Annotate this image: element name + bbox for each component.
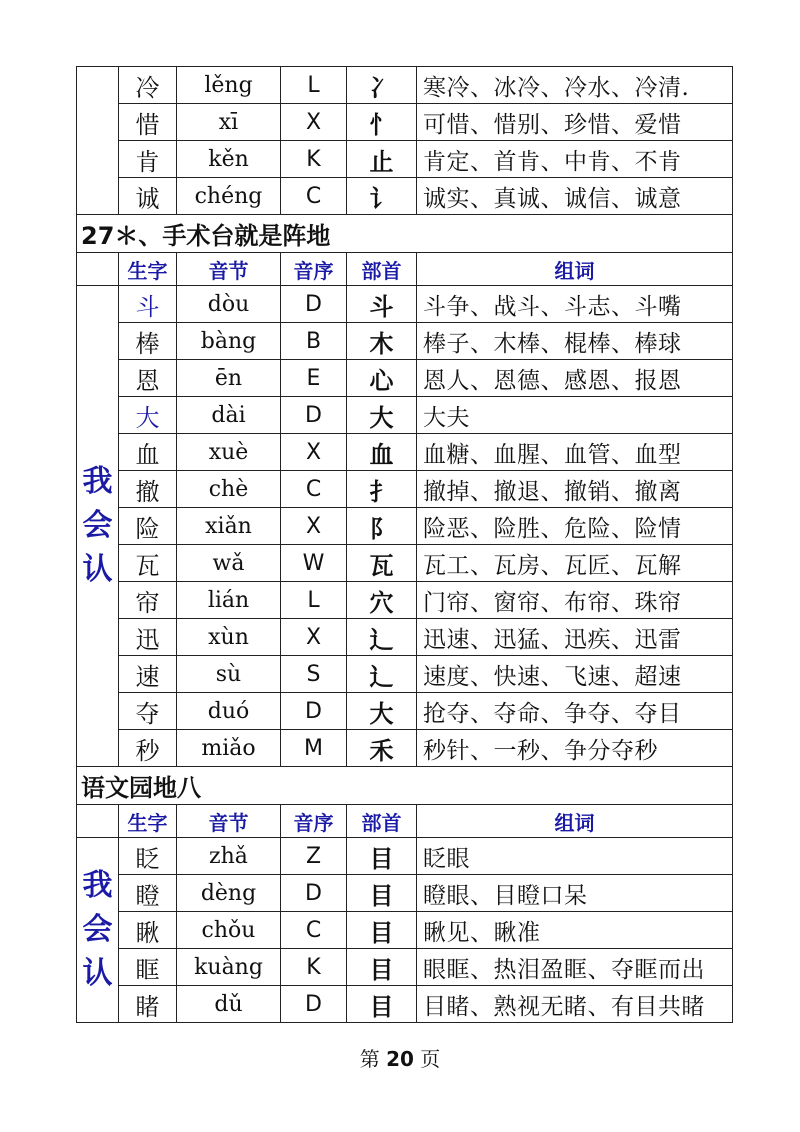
section-title: 语文园地八 <box>77 767 733 805</box>
radical-cell: 讠 <box>347 178 417 215</box>
vocabulary-table-body <box>77 67 733 1023</box>
radical-cell: 止 <box>347 141 417 178</box>
char-cell: 瞅 <box>119 912 177 949</box>
section-title-row <box>77 215 733 253</box>
radical-cell: 心 <box>347 360 417 397</box>
table-row <box>77 323 733 360</box>
header-words: 组词 <box>417 253 733 286</box>
pinyin-cell: xuè <box>177 434 281 471</box>
table-row <box>77 582 733 619</box>
table-row <box>77 949 733 986</box>
table-row <box>77 912 733 949</box>
table-row <box>77 471 733 508</box>
header-char: 生字 <box>119 253 177 286</box>
order-cell: X <box>281 619 347 656</box>
side-label-char: 会 <box>82 508 113 543</box>
table-row <box>77 656 733 693</box>
order-cell: D <box>281 286 347 323</box>
pinyin-cell: xiǎn <box>177 508 281 545</box>
words-cell: 大夫 <box>417 397 733 434</box>
page-suffix: 页 <box>420 1047 441 1071</box>
order-cell: S <box>281 656 347 693</box>
pinyin-cell: sù <box>177 656 281 693</box>
radical-cell: 血 <box>347 434 417 471</box>
vocabulary-table <box>76 66 733 1023</box>
char-cell: 血 <box>119 434 177 471</box>
words-cell: 门帘、窗帘、布帘、珠帘 <box>417 582 733 619</box>
order-cell: Z <box>281 838 347 875</box>
radical-cell: 目 <box>347 986 417 1023</box>
char-cell: 大 <box>119 397 177 434</box>
pinyin-cell: xī <box>177 104 281 141</box>
page-prefix: 第 <box>359 1047 380 1071</box>
order-cell: X <box>281 434 347 471</box>
header-order: 音序 <box>281 253 347 286</box>
pinyin-cell: dǔ <box>177 986 281 1023</box>
header-char: 生字 <box>119 805 177 838</box>
page-footer <box>0 1043 800 1072</box>
radical-cell: 目 <box>347 875 417 912</box>
pinyin-cell: dòu <box>177 286 281 323</box>
pinyin-cell: wǎ <box>177 545 281 582</box>
order-cell: C <box>281 471 347 508</box>
side-label-char: 会 <box>82 912 113 947</box>
side-label <box>77 286 119 767</box>
words-cell: 寒冷、冰冷、冷水、冷清. <box>417 67 733 104</box>
radical-cell: 瓦 <box>347 545 417 582</box>
header-order: 音序 <box>281 805 347 838</box>
pinyin-cell: lěng <box>177 67 281 104</box>
char-cell: 瞪 <box>119 875 177 912</box>
table-row <box>77 178 733 215</box>
side-label-char: 我 <box>82 868 113 903</box>
table-row <box>77 986 733 1023</box>
char-cell: 斗 <box>119 286 177 323</box>
table-row <box>77 730 733 767</box>
words-cell: 抢夺、夺命、争夺、夺目 <box>417 693 733 730</box>
table-row <box>77 619 733 656</box>
header-radical: 部首 <box>347 805 417 838</box>
words-cell: 可惜、惜别、珍惜、爱惜 <box>417 104 733 141</box>
pinyin-cell: dài <box>177 397 281 434</box>
table-row <box>77 397 733 434</box>
radical-cell: 扌 <box>347 471 417 508</box>
order-cell: E <box>281 360 347 397</box>
char-cell: 夺 <box>119 693 177 730</box>
char-cell: 瓦 <box>119 545 177 582</box>
radical-cell: 木 <box>347 323 417 360</box>
char-cell: 惜 <box>119 104 177 141</box>
pinyin-cell: miǎo <box>177 730 281 767</box>
words-cell: 棒子、木棒、棍棒、棒球 <box>417 323 733 360</box>
order-cell: L <box>281 67 347 104</box>
side-label-char: 认 <box>82 956 113 991</box>
header-blank-cell <box>77 805 119 838</box>
pinyin-cell: chè <box>177 471 281 508</box>
words-cell: 目睹、熟视无睹、有目共睹 <box>417 986 733 1023</box>
order-cell: L <box>281 582 347 619</box>
order-cell: C <box>281 178 347 215</box>
order-cell: D <box>281 986 347 1023</box>
pinyin-cell: bàng <box>177 323 281 360</box>
words-cell: 瓦工、瓦房、瓦匠、瓦解 <box>417 545 733 582</box>
table-row <box>77 693 733 730</box>
radical-cell: 大 <box>347 397 417 434</box>
order-cell: X <box>281 508 347 545</box>
char-cell: 速 <box>119 656 177 693</box>
header-pinyin: 音节 <box>177 253 281 286</box>
words-cell: 眼眶、热泪盈眶、夺眶而出 <box>417 949 733 986</box>
radical-cell: 阝 <box>347 508 417 545</box>
words-cell: 瞅见、瞅准 <box>417 912 733 949</box>
table-row <box>77 141 733 178</box>
char-cell: 睹 <box>119 986 177 1023</box>
page-number: 20 <box>386 1047 414 1071</box>
words-cell: 瞪眼、目瞪口呆 <box>417 875 733 912</box>
continuation-blank-cell <box>77 67 119 215</box>
pinyin-cell: ēn <box>177 360 281 397</box>
table-row <box>77 545 733 582</box>
header-radical: 部首 <box>347 253 417 286</box>
pinyin-cell: dèng <box>177 875 281 912</box>
order-cell: K <box>281 949 347 986</box>
words-cell: 迅速、迅猛、迅疾、迅雷 <box>417 619 733 656</box>
section-title: 27＊、手术台就是阵地 <box>77 215 733 253</box>
char-cell: 撤 <box>119 471 177 508</box>
order-cell: D <box>281 693 347 730</box>
words-cell: 秒针、一秒、争分夺秒 <box>417 730 733 767</box>
table-row <box>77 434 733 471</box>
char-cell: 冷 <box>119 67 177 104</box>
radical-cell: 辶 <box>347 656 417 693</box>
radical-cell: 辶 <box>347 619 417 656</box>
order-cell: M <box>281 730 347 767</box>
pinyin-cell: kuàng <box>177 949 281 986</box>
radical-cell: 目 <box>347 949 417 986</box>
pinyin-cell: chǒu <box>177 912 281 949</box>
words-cell: 速度、快速、飞速、超速 <box>417 656 733 693</box>
header-row <box>77 805 733 838</box>
table-row <box>77 286 733 323</box>
words-cell: 血糖、血腥、血管、血型 <box>417 434 733 471</box>
words-cell: 险恶、险胜、危险、险情 <box>417 508 733 545</box>
table-row <box>77 508 733 545</box>
side-label-char: 我 <box>82 464 113 499</box>
radical-cell: 目 <box>347 912 417 949</box>
char-cell: 恩 <box>119 360 177 397</box>
radical-cell: 穴 <box>347 582 417 619</box>
header-pinyin: 音节 <box>177 805 281 838</box>
radical-cell: 冫 <box>347 67 417 104</box>
radical-cell: 禾 <box>347 730 417 767</box>
header-row <box>77 253 733 286</box>
section-title-row <box>77 767 733 805</box>
char-cell: 肯 <box>119 141 177 178</box>
char-cell: 险 <box>119 508 177 545</box>
char-cell: 眶 <box>119 949 177 986</box>
pinyin-cell: lián <box>177 582 281 619</box>
words-cell: 肯定、首肯、中肯、不肯 <box>417 141 733 178</box>
words-cell: 撤掉、撤退、撤销、撤离 <box>417 471 733 508</box>
pinyin-cell: kěn <box>177 141 281 178</box>
order-cell: K <box>281 141 347 178</box>
table-row <box>77 875 733 912</box>
header-words: 组词 <box>417 805 733 838</box>
char-cell: 棒 <box>119 323 177 360</box>
radical-cell: 目 <box>347 838 417 875</box>
table-row <box>77 360 733 397</box>
order-cell: C <box>281 912 347 949</box>
words-cell: 斗争、战斗、斗志、斗嘴 <box>417 286 733 323</box>
order-cell: B <box>281 323 347 360</box>
order-cell: D <box>281 875 347 912</box>
side-label-char: 认 <box>82 552 113 587</box>
pinyin-cell: xùn <box>177 619 281 656</box>
radical-cell: 大 <box>347 693 417 730</box>
table-row <box>77 838 733 875</box>
table-row <box>77 67 733 104</box>
order-cell: X <box>281 104 347 141</box>
words-cell: 诚实、真诚、诚信、诚意 <box>417 178 733 215</box>
char-cell: 秒 <box>119 730 177 767</box>
words-cell: 恩人、恩德、感恩、报恩 <box>417 360 733 397</box>
char-cell: 眨 <box>119 838 177 875</box>
order-cell: W <box>281 545 347 582</box>
pinyin-cell: duó <box>177 693 281 730</box>
radical-cell: 斗 <box>347 286 417 323</box>
char-cell: 诚 <box>119 178 177 215</box>
pinyin-cell: zhǎ <box>177 838 281 875</box>
table-row <box>77 104 733 141</box>
pinyin-cell: chéng <box>177 178 281 215</box>
header-blank-cell <box>77 253 119 286</box>
order-cell: D <box>281 397 347 434</box>
char-cell: 帘 <box>119 582 177 619</box>
words-cell: 眨眼 <box>417 838 733 875</box>
radical-cell: 忄 <box>347 104 417 141</box>
char-cell: 迅 <box>119 619 177 656</box>
side-label <box>77 838 119 1023</box>
